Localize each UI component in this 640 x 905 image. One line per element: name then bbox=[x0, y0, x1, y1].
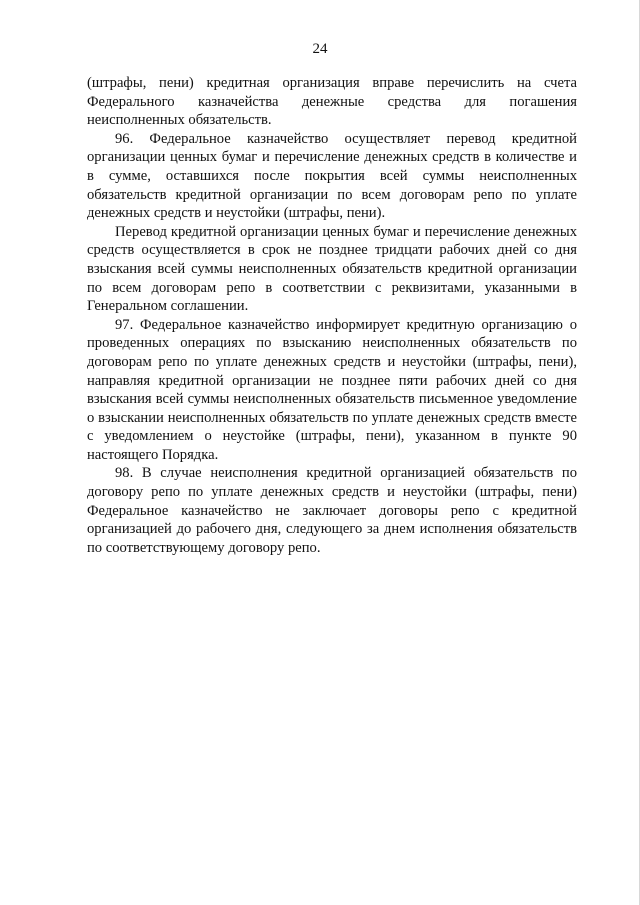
document-body bbox=[87, 74, 577, 557]
paragraph-item-97: 97. Федеральное казначейство информирует кредитную организацию о проведенных операциях по взысканию неисполненных обязательств по договорам репо по уплате денежных средств и неустойки (штрафы, пени), направляя кредитной организации не позднее пяти рабочих дней со дня взыскания всей суммы неисполненных обязательств письменное уведомление о взыскании неисполненных обязательств по уплате денежных средств вместе с уведомлением о неустойке (штрафы, пени), указанном в пункте 90 настоящего Порядка. bbox=[87, 316, 577, 463]
paragraph-item-96: 96. Федеральное казначейство осуществляет перевод кредитной организации ценных бумаг и перечисление денежных средств в количестве и в сумме, оставшихся после покрытия всей суммы неисполненных обязательств кредитной организации по всем договорам репо по уплате денежных средств и неустойки (штрафы, пени). bbox=[87, 130, 577, 222]
paragraph-item-98: 98. В случае неисполнения кредитной организацией обязательств по договору репо по уплате денежных средств и неустойки (штрафы, пени) Федеральное казначейство не заключает договоры репо с кредитной организацией до рабочего дня, следующего за днем исполнения обязательств по соответствующему договору репо. bbox=[87, 465, 577, 556]
paragraph-item-96-transfer: Перевод кредитной организации ценных бумаг и перечисление денежных средств осуществляется в срок не позднее тридцати рабочих дней со дня взыскания всей суммы неисполненных обязательств кредитной организации по всем договорам репо в соответствии с реквизитами, указанными в Генеральном соглашении. bbox=[87, 223, 577, 315]
paragraph-continuation: (штрафы, пени) кредитная организация вправе перечислить на счета Федерального казначейства денежные средства для погашения неисполненных обязательств. bbox=[87, 75, 577, 129]
page-number: 24 bbox=[312, 41, 328, 57]
